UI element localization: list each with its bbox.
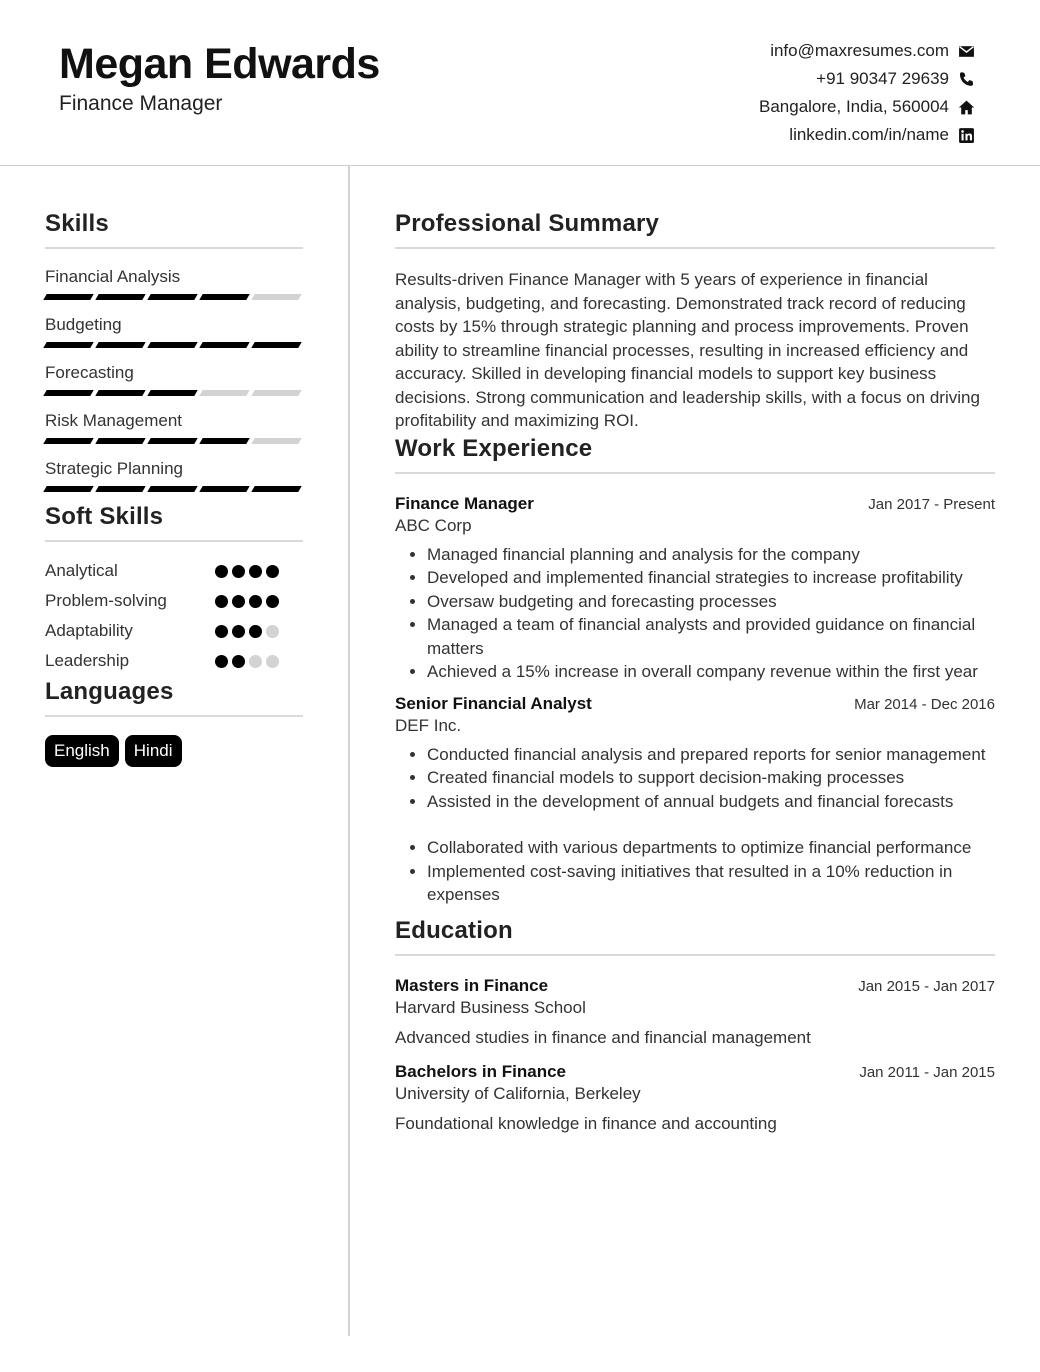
skill-level-segment <box>251 486 301 492</box>
company-name: ABC Corp <box>395 515 472 535</box>
soft-skill-name: Leadership <box>45 651 130 670</box>
job-bullet: • Assisted in the development of annual budgets and financial forecasts <box>427 790 995 814</box>
skill-item <box>45 361 303 396</box>
education-entry <box>395 1062 995 1134</box>
skill-level-segment <box>95 438 145 444</box>
soft-skills-list <box>45 556 303 676</box>
skill-level-bar <box>45 390 303 396</box>
rating-dot <box>215 655 228 668</box>
job-bullet: • Achieved a 15% increase in overall company revenue within the first year <box>427 660 995 684</box>
degree-name: Masters in Finance <box>395 975 549 995</box>
school-name: University of California, Berkeley <box>395 1083 641 1103</box>
skill-level-bar <box>45 438 303 444</box>
job-dates: Jan 2017 - Present <box>868 495 995 513</box>
contact-location-text: Bangalore, India, 560004 <box>759 97 949 116</box>
contact-list <box>759 37 975 149</box>
education-entry-header <box>395 976 995 996</box>
languages-heading: Languages <box>45 678 303 717</box>
skill-level-segment <box>199 294 249 300</box>
rating-dot <box>215 595 228 608</box>
rating-dot <box>232 655 245 668</box>
education-list <box>395 976 995 1134</box>
contact-location <box>759 93 975 121</box>
candidate-title: Finance Manager <box>59 92 223 115</box>
skill-level-segment <box>251 342 301 348</box>
soft-skill-name: Analytical <box>45 561 118 580</box>
education-dates: Jan 2011 - Jan 2015 <box>859 1063 995 1081</box>
skill-level-segment <box>95 342 145 348</box>
contact-phone-text: +91 90347 29639 <box>816 69 949 88</box>
soft-skill-rating <box>215 595 279 608</box>
rating-dot <box>266 655 279 668</box>
experience-entry <box>395 694 995 907</box>
skill-level-segment <box>251 294 301 300</box>
job-title: Finance Manager <box>395 493 534 513</box>
phone-icon <box>957 70 975 88</box>
rating-dot <box>249 565 262 578</box>
soft-skill-item <box>45 646 303 676</box>
skill-name: Risk Management <box>45 411 183 430</box>
job-dates: Mar 2014 - Dec 2016 <box>854 695 995 713</box>
experience-entry <box>395 494 995 684</box>
job-bullet: • Oversaw budgeting and forecasting processes <box>427 590 995 614</box>
linkedin-icon <box>957 126 975 144</box>
job-title: Senior Financial Analyst <box>395 693 592 713</box>
job-bullets <box>427 743 995 907</box>
skill-level-segment <box>95 390 145 396</box>
skill-item <box>45 409 303 444</box>
skill-level-segment <box>147 294 197 300</box>
rating-dot <box>249 655 262 668</box>
rating-dot <box>249 595 262 608</box>
skill-level-segment <box>43 486 93 492</box>
experience-heading: Work Experience <box>395 435 995 474</box>
skill-level-segment <box>147 438 197 444</box>
education-description: Foundational knowledge in finance and accounting <box>395 1113 777 1133</box>
skill-level-segment <box>251 390 301 396</box>
skill-level-segment <box>95 486 145 492</box>
skill-item <box>45 265 303 300</box>
column-divider <box>348 166 350 1336</box>
rating-dot <box>215 625 228 638</box>
education-dates: Jan 2015 - Jan 2017 <box>858 977 995 995</box>
soft-skill-rating <box>215 625 279 638</box>
job-bullet: • Developed and implemented financial strategies to increase profitability <box>427 566 995 590</box>
rating-dot <box>249 625 262 638</box>
soft-skill-rating <box>215 655 279 668</box>
education-description: Advanced studies in finance and financial management <box>395 1027 811 1047</box>
experience-entry-header <box>395 494 995 514</box>
resume-header <box>0 0 1040 166</box>
contact-email[interactable] <box>759 37 975 65</box>
skill-item <box>45 313 303 348</box>
skill-level-bar <box>45 342 303 348</box>
skill-level-segment <box>43 342 93 348</box>
languages-list <box>45 735 303 767</box>
summary-heading: Professional Summary <box>395 210 995 249</box>
language-tag: English <box>45 735 119 767</box>
soft-skill-rating <box>215 565 279 578</box>
skill-level-bar <box>45 486 303 492</box>
skills-heading: Skills <box>45 210 303 249</box>
experience-entry-header <box>395 694 995 714</box>
soft-skill-item <box>45 616 303 646</box>
envelope-icon <box>957 42 975 60</box>
left-column <box>45 210 303 767</box>
skills-list <box>45 265 303 492</box>
skill-level-segment <box>199 390 249 396</box>
skill-level-segment <box>43 294 93 300</box>
education-entry-header <box>395 1062 995 1082</box>
rating-dot <box>232 595 245 608</box>
skill-item <box>45 457 303 492</box>
skill-level-segment <box>147 486 197 492</box>
contact-linkedin[interactable] <box>759 121 975 149</box>
skill-level-segment <box>43 438 93 444</box>
skill-level-segment <box>43 390 93 396</box>
rating-dot <box>232 565 245 578</box>
soft-skill-name: Adaptability <box>45 621 133 640</box>
skill-level-segment <box>199 342 249 348</box>
degree-name: Bachelors in Finance <box>395 1061 566 1081</box>
school-name: Harvard Business School <box>395 997 586 1017</box>
rating-dot <box>215 565 228 578</box>
job-bullet: • Created financial models to support decision-making processes <box>427 766 995 790</box>
job-bullet: • Managed financial planning and analysis for the company <box>427 543 995 567</box>
skill-level-segment <box>199 438 249 444</box>
skill-name: Financial Analysis <box>45 267 181 286</box>
rating-dot <box>232 625 245 638</box>
job-bullets <box>427 543 995 684</box>
skill-level-bar <box>45 294 303 300</box>
language-tag: Hindi <box>125 735 182 767</box>
skill-name: Forecasting <box>45 363 134 382</box>
soft-skill-name: Problem-solving <box>45 591 167 610</box>
job-bullet: • Implemented cost-saving initiatives that resulted in a 10% reduction in expenses <box>427 860 995 907</box>
skill-name: Budgeting <box>45 315 122 334</box>
job-bullet: • Conducted financial analysis and prepared reports for senior management <box>427 743 995 767</box>
home-icon <box>957 98 975 116</box>
soft-skills-heading: Soft Skills <box>45 503 303 542</box>
rating-dot <box>266 595 279 608</box>
education-entry <box>395 976 995 1048</box>
rating-dot <box>266 565 279 578</box>
job-bullet: • Managed a team of financial analysts and provided guidance on financial matters <box>427 613 995 660</box>
job-bullet: • Collaborated with various departments to optimize financial performance <box>427 836 995 860</box>
contact-phone[interactable] <box>759 65 975 93</box>
education-heading: Education <box>395 917 995 956</box>
skill-level-segment <box>147 342 197 348</box>
contact-email-text: info@maxresumes.com <box>770 41 949 60</box>
summary-text: Results-driven Finance Manager with 5 years of experience in financial analysis, budgeting, and forecasting. Demonstrated track record of reducing costs by 15% through strategic planning and process improvements. Proven ability to streamline financial processes, resulting in increased efficiency and accuracy. Skilled in developing financial models to support key business decisions. Strong communication and leadership skills, with a focus on driving profitability and maximizing ROI. <box>395 270 980 430</box>
skill-level-segment <box>251 438 301 444</box>
right-column <box>395 210 995 1148</box>
experience-list <box>395 494 995 907</box>
skill-level-segment <box>95 294 145 300</box>
soft-skill-item <box>45 556 303 586</box>
candidate-name: Megan Edwards <box>59 40 380 88</box>
company-name: DEF Inc. <box>395 715 462 735</box>
contact-linkedin-text: linkedin.com/in/name <box>789 125 949 144</box>
soft-skill-item <box>45 586 303 616</box>
rating-dot <box>266 625 279 638</box>
skill-name: Strategic Planning <box>45 459 183 478</box>
skill-level-segment <box>199 486 249 492</box>
skill-level-segment <box>147 390 197 396</box>
